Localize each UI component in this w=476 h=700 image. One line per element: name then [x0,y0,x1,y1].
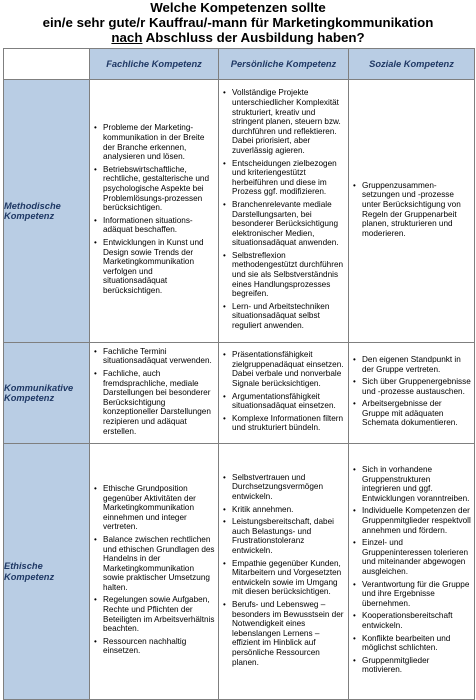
row-header-methodisch: Methodische Kompetenz [4,80,90,343]
list-item: • Fachliche, auch fremdsprachliche, mediale Darstellungen bei besonderer Berücksichtigung konzeptioneller Darstellungen rezipieren und adäquat erstellen. [90,369,215,436]
header-row [4,49,475,80]
column-header-persoenlich: Persönliche Kompetenz [219,49,349,80]
list-item: • Den eigenen Standpunkt in der Gruppe vertreten. [349,355,471,374]
list-item: • Sich über Gruppenergebnisse und -prozesse austauschen. [349,377,471,396]
list-item: • Arbeitsergebnisse der Gruppe mit adäquaten Schemata dokumentieren. [349,399,471,428]
row-kommunikativ [4,343,475,444]
cell-ethisch-persoenlich [219,444,349,700]
cell-ethisch-fachlich [90,444,219,700]
list-item: • Sich in vorhandene Gruppenstrukturen integrieren und ggf. Entwicklungen voranntreiben. [349,465,471,503]
title-line-1: Welche Kompetenzen sollte [150,0,326,15]
list-item: • Entwicklungen in Kunst und Design sowie Trends der Marketingkommunikation verfolgen und situationsadäquat berücksichtigen. [90,238,215,296]
cell-kommunikativ-persoenlich [219,343,349,444]
list-item: • Argumentationsfähigkeit situationsadäquat einsetzen. [219,392,345,411]
list-item: • Verantwortung für die Gruppe und ihre Ergebnisse übernehmen. [349,580,471,609]
list-item: • Individuelle Kompetenzen der Gruppenmitglieder respektvoll annehmen und fördern. [349,506,471,535]
title-underlined-word: nach [111,30,143,45]
document-title [0,0,476,45]
row-methodisch [4,80,475,343]
row-header-kommunikativ: Kommunikative Kompetenz [4,343,90,444]
row-header-ethisch: Ethische Kompetenz [4,444,90,700]
list-item: • Vollständige Projekte unterschiedlicher Komplexität strukturiert, kreativ und stringent planen, steuern bzw. durchführen und reflektieren. Dabei priorisiert, aber zuverlässig agieren. [219,88,345,155]
list-item: • Fachliche Termini situationsadäquat verwenden. [90,347,215,366]
list-item: • Informationen situations-adäquat beschaffen. [90,216,215,235]
list-item: • Gruppenzusammen-setzungen und -prozesse unter Berücksichtigung von Regeln der Gruppenarbeit planen, strukturieren und moderieren. [349,181,471,239]
cell-methodisch-sozial [349,80,475,343]
cell-kommunikativ-sozial [349,343,475,444]
list-item: • Kooperationsbereitschaft entwickeln. [349,611,471,630]
list-item: • Selbstreflexion methodengestützt durchführen und sie als Selbstverständnis eines Handlungsprozesses begreifen. [219,251,345,299]
list-item: • Ethische Grundposition gegenüber Aktivitäten der Marketingkommunikation einnehmen und integer vertreten. [90,484,215,532]
cell-methodisch-persoenlich [219,80,349,343]
list-item: • Ressourcen nachhaltig einsetzen. [90,637,215,656]
list-item: • Balance zwischen rechtlichen und ethischen Grundlagen des Handelns in der Marketingkommunikation sowie praktischer Umsetzung halten. [90,535,215,593]
list-item: • Selbstvertrauen und Durchsetzungsvermögen entwickeln. [219,473,345,502]
title-line-3 [0,30,476,45]
list-item: • Regelungen sowie Aufgaben, Rechte und Pflichten der Beteiligten im Arbeitsverhältnis beachten. [90,595,215,633]
list-item: • Branchenrelevante mediale Darstellungsarten, bei besonderer Berücksichtigung elektronischer Medien, situationsadäquat anwenden. [219,200,345,248]
column-header-sozial: Soziale Kompetenz [349,49,475,80]
list-item: • Präsentationsfähigkeit zielgruppenadäquat einsetzen. Dabei verbale und nonverbale Signale berücksichtigen. [219,350,345,388]
list-item: • Gruppenmitglieder motivieren. [349,656,471,675]
title-line-3-rest: Abschluss der Ausbildung haben? [142,30,365,45]
list-item: • Konflikte bearbeiten und möglichst schlichten. [349,634,471,653]
row-ethisch [4,444,475,700]
list-item: • Entscheidungen zielbezogen und kriteriengestützt herbeiführen und diese im Prozess ggf. modifizieren. [219,159,345,197]
list-item: • Lern- und Arbeitstechniken situationsadäquat selbst reguliert anwenden. [219,302,345,331]
competence-table [3,48,475,700]
cell-ethisch-sozial [349,444,475,700]
list-item: • Berufs- und Lebensweg – besonders im Bewusstsein der Notwendigkeit eines lebenslangen Lernens – effizient im Hinblick auf persönliche Ressourcen planen. [219,600,345,667]
cell-methodisch-fachlich [90,80,219,343]
list-item: • Kritik annehmen. [219,505,345,515]
list-item: • Empathie gegenüber Kunden, Mitarbeitern und Vorgesetzten entwickeln sowie im Umgang mit diesen berücksichtigen. [219,559,345,597]
cell-kommunikativ-fachlich [90,343,219,444]
list-item: • Leistungsbereitschaft, dabei auch Belastungs- und Frustrationstoleranz entwickeln. [219,517,345,555]
column-header-fachlich: Fachliche Kompetenz [90,49,219,80]
list-item: • Komplexe Informationen filtern und strukturiert bündeln. [219,414,345,433]
list-item: • Einzel- und Gruppeninteressen tolerieren und miteinander abgewogen ausgleichen. [349,538,471,576]
corner-cell [4,49,90,80]
list-item: • Probleme der Marketing-kommunikation in der Breite der Branche erkennen, analysieren und lösen. [90,123,215,161]
title-line-2: ein/e sehr gute/r Kauffrau/-mann für Marketingkommunikation [42,15,434,30]
list-item: • Betriebswirtschaftliche, rechtliche, gestalterische und psychologische Aspekte bei Problemlösungs-prozessen berücksichtigen. [90,165,215,213]
